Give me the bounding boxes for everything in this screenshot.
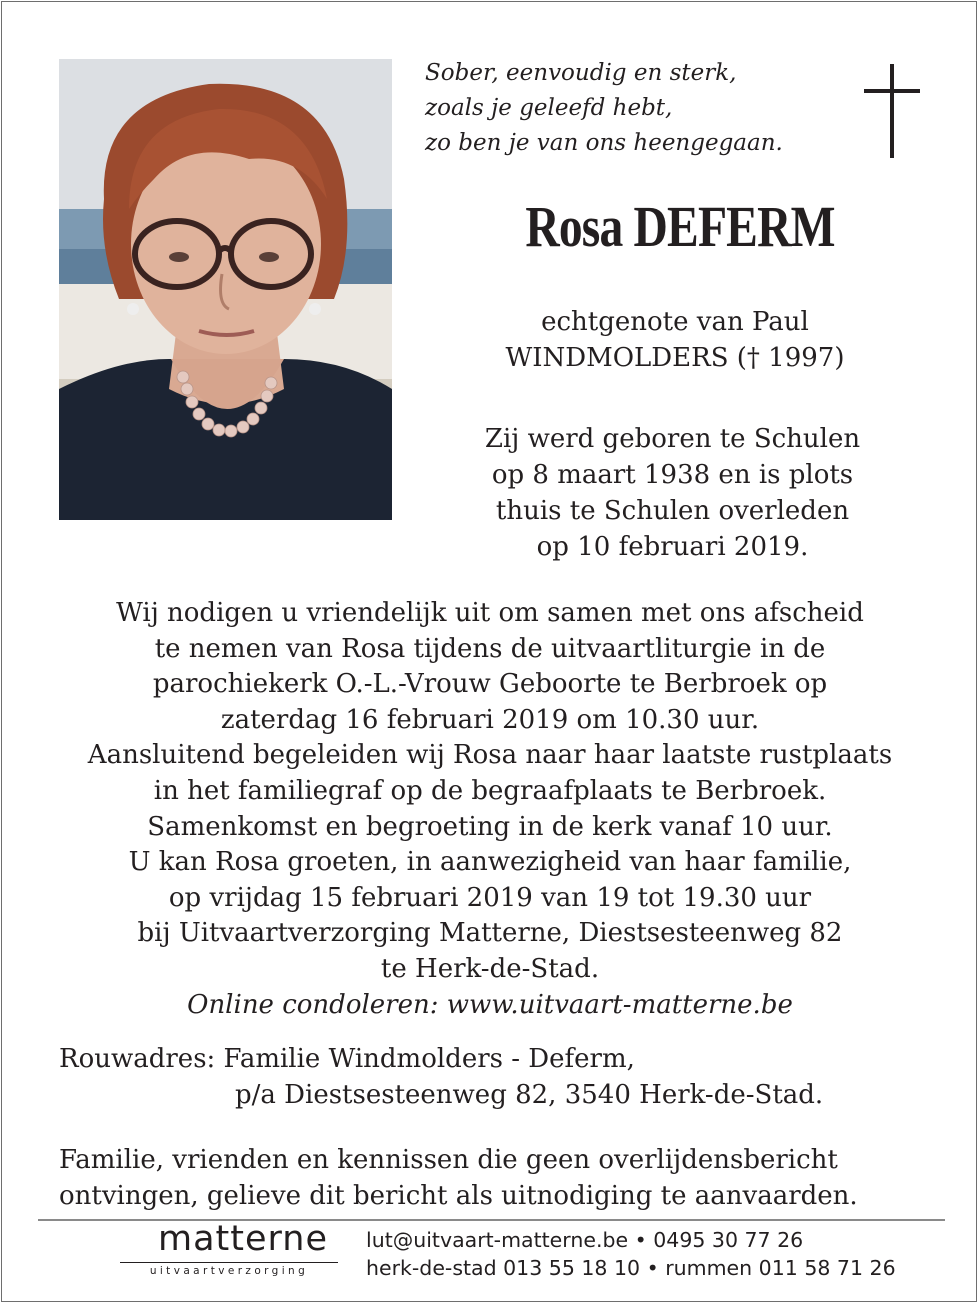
- spouse-info: [420, 304, 930, 376]
- birth-line: op 8 maart 1938 en is plots: [491, 460, 854, 490]
- invitation-line: U kan Rosa groeten, in aanwezigheid van haar familie,: [128, 847, 852, 878]
- invitation-line: op vrijdag 15 februari 2019 van 19 tot 19.30 uur: [168, 882, 812, 913]
- invitation-line: bij Uitvaartverzorging Matterne, Diestsesteenweg 82: [137, 918, 843, 949]
- poem: [425, 56, 783, 161]
- family-note: [59, 1142, 858, 1214]
- invitation-line: Wij nodigen u vriendelijk uit om samen met ons afscheid: [116, 598, 864, 628]
- family-note-line: Familie, vrienden en kennissen die geen overlijdensbericht: [59, 1145, 838, 1175]
- invitation-line: parochiekerk O.-L.-Vrouw Geboorte te Berbroek op: [152, 669, 828, 700]
- invitation-line: Aansluitend begeleiden wij Rosa naar haar laatste rustplaats: [87, 740, 893, 771]
- deceased-name: Rosa DEFERM: [525, 194, 835, 259]
- spouse-line: WINDMOLDERS († 1997): [505, 343, 845, 373]
- poem-line: zoals je geleefd hebt,: [425, 95, 673, 121]
- birth-line: op 10 februari 2019.: [536, 532, 809, 562]
- mourning-address-line: p/a Diestsesteenweg 82, 3540 Herk-de-Stad.: [235, 1080, 824, 1110]
- mourning-address-line: Rouwadres: Familie Windmolders - Deferm,: [59, 1044, 635, 1074]
- spouse-line: echtgenote van Paul: [541, 307, 809, 337]
- poem-line: zo ben je van ons heengegaan.: [425, 130, 783, 156]
- invitation-line: Samenkomst en begroeting in de kerk vanaf 10 uur.: [147, 811, 833, 842]
- invitation-line: zaterdag 16 februari 2019 om 10.30 uur.: [220, 704, 760, 735]
- poem-line: Sober, eenvoudig en sterk,: [425, 60, 737, 86]
- family-note-line: ontvingen, gelieve dit bericht als uitnodiging te aanvaarden.: [59, 1181, 858, 1211]
- funeral-home-logo: matterne: [158, 1219, 329, 1259]
- invitation-line: te Herk-de-Stad.: [380, 953, 600, 984]
- cross-icon: [864, 64, 920, 158]
- invitation-text: [40, 596, 940, 1023]
- contact-info: [366, 1226, 896, 1282]
- invitation-line: in het familiegraf op de begraafplaats te Berbroek.: [153, 775, 827, 806]
- birth-line: thuis te Schulen overleden: [495, 496, 850, 526]
- mourning-address: [59, 1041, 823, 1113]
- online-condolence-link[interactable]: Online condoleren: www.uitvaart-matterne.be: [187, 989, 793, 1020]
- logo-tagline: uitvaartverzorging: [149, 1265, 309, 1277]
- contact-line: lut@uitvaart-matterne.be • 0495 30 77 26: [366, 1228, 804, 1252]
- birth-death-info: [420, 421, 925, 565]
- contact-line: herk-de-stad 013 55 18 10 • rummen 011 58 71 26: [366, 1256, 896, 1280]
- portrait-photo: [59, 59, 392, 520]
- logo-underline: [120, 1262, 338, 1263]
- invitation-line: te nemen van Rosa tijdens de uitvaartliturgie in de: [154, 633, 826, 664]
- birth-line: Zij werd geboren te Schulen: [484, 424, 861, 454]
